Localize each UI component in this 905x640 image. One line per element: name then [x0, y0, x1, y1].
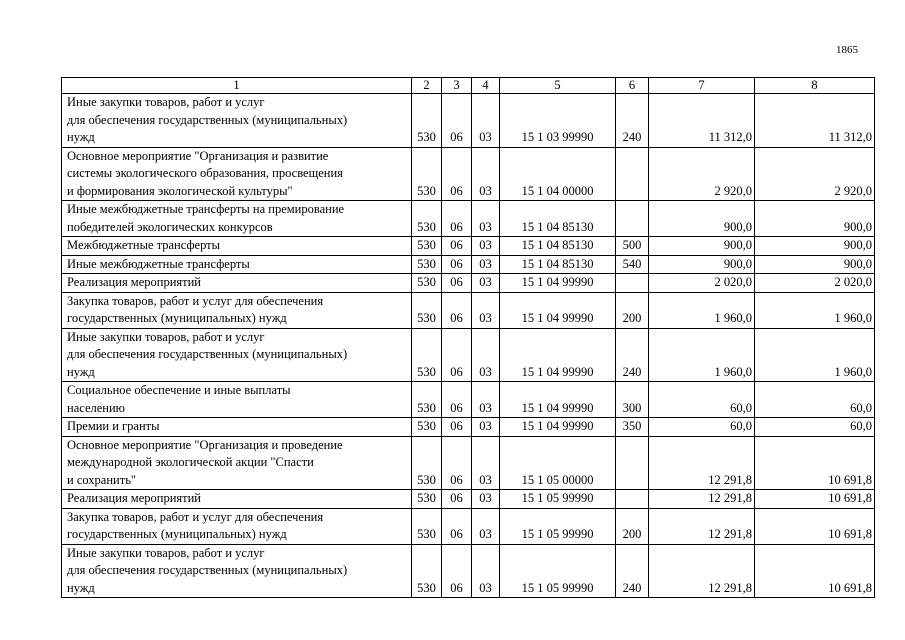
expense-name-cell: Иные закупки товаров, работ и услуг для обеспечения государственных (муниципальных) нужд — [62, 94, 412, 148]
target-article-cell: 15 1 05 00000 — [500, 436, 616, 490]
amount-cell: 12 291,8 — [649, 490, 755, 509]
table-row — [62, 274, 875, 293]
amount-cell: 2 920,0 — [649, 147, 755, 201]
section-code-cell: 06 — [442, 508, 472, 544]
amount-cell: 1 960,0 — [755, 328, 875, 382]
target-article-cell: 15 1 04 99990 — [500, 382, 616, 418]
ministry-code-cell: 530 — [412, 255, 442, 274]
expense-type-cell: 500 — [616, 237, 649, 256]
table-row — [62, 147, 875, 201]
subsection-code-cell: 03 — [472, 508, 500, 544]
target-article-cell: 15 1 04 85130 — [500, 255, 616, 274]
target-article-cell: 15 1 04 00000 — [500, 147, 616, 201]
ministry-code-cell: 530 — [412, 147, 442, 201]
amount-cell: 60,0 — [649, 418, 755, 437]
expense-name-cell: Иные межбюджетные трансферты — [62, 255, 412, 274]
amount-cell: 60,0 — [649, 382, 755, 418]
expense-name-cell: Реализация мероприятий — [62, 490, 412, 509]
section-code-cell: 06 — [442, 201, 472, 237]
ministry-code-cell: 530 — [412, 436, 442, 490]
expense-name-cell: Закупка товаров, работ и услуг для обеспечения государственных (муниципальных) нужд — [62, 508, 412, 544]
expense-type-cell: 200 — [616, 508, 649, 544]
ministry-code-cell: 530 — [412, 328, 442, 382]
target-article-cell: 15 1 04 99990 — [500, 274, 616, 293]
subsection-code-cell: 03 — [472, 292, 500, 328]
expense-type-cell — [616, 147, 649, 201]
subsection-code-cell: 03 — [472, 418, 500, 437]
amount-cell: 12 291,8 — [649, 544, 755, 598]
amount-cell: 1 960,0 — [649, 328, 755, 382]
ministry-code-cell: 530 — [412, 490, 442, 509]
expense-name-cell: Основное мероприятие "Организация и развитие системы экологического образования, просвещения и формирования экологической культуры" — [62, 147, 412, 201]
section-code-cell: 06 — [442, 418, 472, 437]
section-code-cell: 06 — [442, 255, 472, 274]
expense-type-cell — [616, 490, 649, 509]
expense-type-cell — [616, 201, 649, 237]
column-header: 2 — [412, 78, 442, 94]
amount-cell: 900,0 — [755, 201, 875, 237]
ministry-code-cell: 530 — [412, 544, 442, 598]
column-header: 7 — [649, 78, 755, 94]
table-row — [62, 436, 875, 490]
column-header-row — [62, 78, 875, 94]
expense-name-cell: Закупка товаров, работ и услуг для обеспечения государственных (муниципальных) нужд — [62, 292, 412, 328]
table-body — [62, 78, 875, 598]
target-article-cell: 15 1 05 99990 — [500, 490, 616, 509]
ministry-code-cell: 530 — [412, 418, 442, 437]
expense-name-cell: Основное мероприятие "Организация и проведение международной экологической акции "Спасти и сохранить" — [62, 436, 412, 490]
expense-name-cell: Социальное обеспечение и иные выплаты населению — [62, 382, 412, 418]
table-row — [62, 255, 875, 274]
target-article-cell: 15 1 03 99990 — [500, 94, 616, 148]
expense-name-cell: Иные закупки товаров, работ и услуг для обеспечения государственных (муниципальных) нужд — [62, 544, 412, 598]
expense-name-cell: Иные закупки товаров, работ и услуг для обеспечения государственных (муниципальных) нужд — [62, 328, 412, 382]
expense-type-cell: 200 — [616, 292, 649, 328]
subsection-code-cell: 03 — [472, 94, 500, 148]
amount-cell: 10 691,8 — [755, 544, 875, 598]
amount-cell: 900,0 — [649, 255, 755, 274]
column-header: 6 — [616, 78, 649, 94]
budget-table — [61, 77, 875, 598]
section-code-cell: 06 — [442, 237, 472, 256]
expense-type-cell: 300 — [616, 382, 649, 418]
page-number: 1865 — [836, 44, 858, 56]
target-article-cell: 15 1 04 99990 — [500, 328, 616, 382]
amount-cell: 10 691,8 — [755, 436, 875, 490]
table-row — [62, 328, 875, 382]
expense-type-cell: 240 — [616, 544, 649, 598]
subsection-code-cell: 03 — [472, 328, 500, 382]
subsection-code-cell: 03 — [472, 490, 500, 509]
section-code-cell: 06 — [442, 544, 472, 598]
amount-cell: 900,0 — [755, 255, 875, 274]
table-row — [62, 94, 875, 148]
target-article-cell: 15 1 04 99990 — [500, 292, 616, 328]
target-article-cell: 15 1 04 85130 — [500, 201, 616, 237]
subsection-code-cell: 03 — [472, 237, 500, 256]
subsection-code-cell: 03 — [472, 544, 500, 598]
amount-cell: 900,0 — [755, 237, 875, 256]
table-row — [62, 490, 875, 509]
ministry-code-cell: 530 — [412, 508, 442, 544]
amount-cell: 1 960,0 — [649, 292, 755, 328]
table-row — [62, 382, 875, 418]
expense-type-cell — [616, 274, 649, 293]
amount-cell: 12 291,8 — [649, 436, 755, 490]
subsection-code-cell: 03 — [472, 255, 500, 274]
column-header: 3 — [442, 78, 472, 94]
amount-cell: 10 691,8 — [755, 508, 875, 544]
amount-cell: 900,0 — [649, 201, 755, 237]
table-row — [62, 418, 875, 437]
subsection-code-cell: 03 — [472, 382, 500, 418]
column-header: 4 — [472, 78, 500, 94]
amount-cell: 900,0 — [649, 237, 755, 256]
subsection-code-cell: 03 — [472, 147, 500, 201]
ministry-code-cell: 530 — [412, 274, 442, 293]
ministry-code-cell: 530 — [412, 292, 442, 328]
ministry-code-cell: 530 — [412, 94, 442, 148]
section-code-cell: 06 — [442, 490, 472, 509]
expense-name-cell: Иные межбюджетные трансферты на премирование победителей экологических конкурсов — [62, 201, 412, 237]
expense-type-cell — [616, 436, 649, 490]
amount-cell: 12 291,8 — [649, 508, 755, 544]
section-code-cell: 06 — [442, 147, 472, 201]
expense-name-cell: Премии и гранты — [62, 418, 412, 437]
section-code-cell: 06 — [442, 94, 472, 148]
expense-type-cell: 240 — [616, 94, 649, 148]
expense-name-cell: Межбюджетные трансферты — [62, 237, 412, 256]
section-code-cell: 06 — [442, 292, 472, 328]
subsection-code-cell: 03 — [472, 274, 500, 293]
column-header: 1 — [62, 78, 412, 94]
table-row — [62, 201, 875, 237]
amount-cell: 60,0 — [755, 418, 875, 437]
table-row — [62, 544, 875, 598]
target-article-cell: 15 1 05 99990 — [500, 508, 616, 544]
table-row — [62, 292, 875, 328]
expense-type-cell: 350 — [616, 418, 649, 437]
subsection-code-cell: 03 — [472, 436, 500, 490]
amount-cell: 2 020,0 — [649, 274, 755, 293]
table-row — [62, 237, 875, 256]
column-header: 5 — [500, 78, 616, 94]
target-article-cell: 15 1 04 85130 — [500, 237, 616, 256]
section-code-cell: 06 — [442, 328, 472, 382]
amount-cell: 2 920,0 — [755, 147, 875, 201]
ministry-code-cell: 530 — [412, 237, 442, 256]
ministry-code-cell: 530 — [412, 201, 442, 237]
expense-type-cell: 240 — [616, 328, 649, 382]
section-code-cell: 06 — [442, 274, 472, 293]
expense-type-cell: 540 — [616, 255, 649, 274]
column-header: 8 — [755, 78, 875, 94]
amount-cell: 60,0 — [755, 382, 875, 418]
subsection-code-cell: 03 — [472, 201, 500, 237]
target-article-cell: 15 1 04 99990 — [500, 418, 616, 437]
section-code-cell: 06 — [442, 382, 472, 418]
amount-cell: 11 312,0 — [755, 94, 875, 148]
amount-cell: 11 312,0 — [649, 94, 755, 148]
target-article-cell: 15 1 05 99990 — [500, 544, 616, 598]
ministry-code-cell: 530 — [412, 382, 442, 418]
amount-cell: 1 960,0 — [755, 292, 875, 328]
table-row — [62, 508, 875, 544]
amount-cell: 10 691,8 — [755, 490, 875, 509]
amount-cell: 2 020,0 — [755, 274, 875, 293]
section-code-cell: 06 — [442, 436, 472, 490]
expense-name-cell: Реализация мероприятий — [62, 274, 412, 293]
